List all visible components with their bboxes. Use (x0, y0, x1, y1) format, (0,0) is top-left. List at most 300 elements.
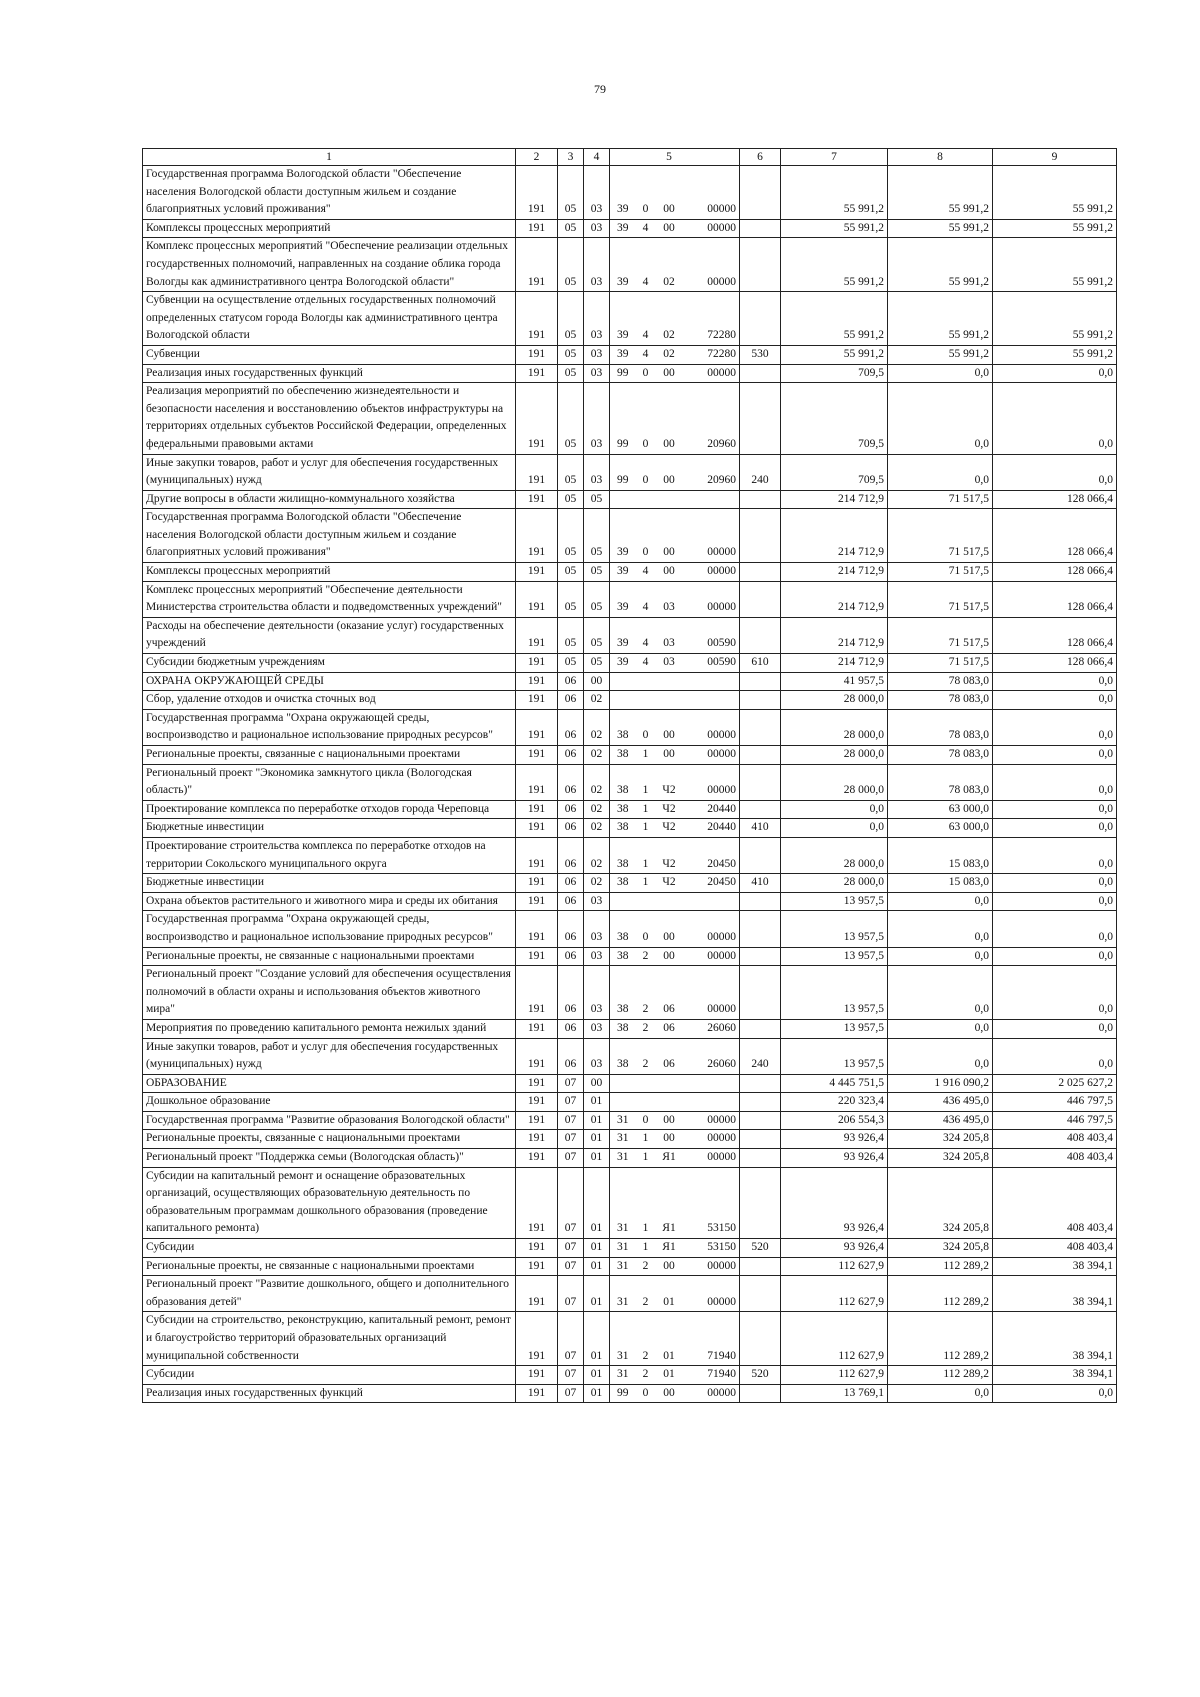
expense-type-code (740, 1130, 781, 1149)
amount-year-1: 112 627,9 (781, 1312, 888, 1366)
target-article-project: Ч2 (656, 874, 683, 893)
target-article-expense (683, 490, 740, 509)
amount-year-2: 55 991,2 (888, 166, 993, 220)
table-row (143, 166, 1117, 220)
target-article-expense: 00590 (683, 654, 740, 673)
target-article-direction: 0 (636, 709, 656, 745)
ministry-code: 191 (516, 1093, 558, 1112)
target-article-direction: 1 (636, 1130, 656, 1149)
amount-year-2: 0,0 (888, 364, 993, 383)
target-article-direction: 4 (636, 617, 656, 653)
row-name: Государственная программа Вологодской области "Обеспечение населения Вологодской области доступным жильем и создание благоприятных условий проживания" (143, 509, 516, 563)
amount-year-1: 13 957,5 (781, 892, 888, 911)
row-name: Мероприятия по проведению капитального ремонта нежилых зданий (143, 1019, 516, 1038)
table-row (143, 617, 1117, 653)
table-row (143, 383, 1117, 454)
expense-type-code (740, 837, 781, 873)
amount-year-1: 0,0 (781, 819, 888, 838)
amount-year-2: 112 289,2 (888, 1257, 993, 1276)
budget-table (142, 148, 1117, 1403)
amount-year-3: 0,0 (993, 709, 1117, 745)
table-row (143, 654, 1117, 673)
target-article-expense: 00000 (683, 1257, 740, 1276)
column-header-spacer (610, 149, 636, 166)
amount-year-2: 71 517,5 (888, 581, 993, 617)
subsection-code: 03 (584, 238, 610, 292)
target-article-direction: 4 (636, 654, 656, 673)
ministry-code: 191 (516, 746, 558, 765)
subsection-code: 03 (584, 383, 610, 454)
target-article-direction: 0 (636, 509, 656, 563)
amount-year-3: 408 403,4 (993, 1239, 1117, 1258)
target-article-program: 38 (610, 911, 636, 947)
amount-year-3: 0,0 (993, 1019, 1117, 1038)
table-row (143, 454, 1117, 490)
table-row (143, 490, 1117, 509)
ministry-code: 191 (516, 672, 558, 691)
target-article-expense: 20960 (683, 454, 740, 490)
target-article-project: Я1 (656, 1149, 683, 1168)
amount-year-1: 28 000,0 (781, 874, 888, 893)
target-article-direction: 0 (636, 166, 656, 220)
table-row (143, 364, 1117, 383)
amount-year-2: 55 991,2 (888, 219, 993, 238)
expense-type-code: 410 (740, 874, 781, 893)
amount-year-1: 0,0 (781, 800, 888, 819)
section-code: 06 (558, 764, 584, 800)
target-article-direction: 0 (636, 911, 656, 947)
expense-type-code (740, 764, 781, 800)
section-code: 06 (558, 837, 584, 873)
section-code: 05 (558, 509, 584, 563)
expense-type-code (740, 672, 781, 691)
section-code: 06 (558, 874, 584, 893)
target-article-expense: 00000 (683, 966, 740, 1020)
section-code: 05 (558, 617, 584, 653)
amount-year-3: 55 991,2 (993, 166, 1117, 220)
target-article-direction: 1 (636, 1149, 656, 1168)
amount-year-1: 112 627,9 (781, 1366, 888, 1385)
table-row (143, 219, 1117, 238)
amount-year-2: 324 205,8 (888, 1149, 993, 1168)
amount-year-3: 0,0 (993, 966, 1117, 1020)
amount-year-1: 220 323,4 (781, 1093, 888, 1112)
expense-type-code: 240 (740, 1038, 781, 1074)
amount-year-2: 71 517,5 (888, 563, 993, 582)
target-article-program: 39 (610, 238, 636, 292)
subsection-code: 03 (584, 947, 610, 966)
amount-year-3: 2 025 627,2 (993, 1074, 1117, 1093)
amount-year-3: 128 066,4 (993, 509, 1117, 563)
table-row (143, 345, 1117, 364)
amount-year-3: 408 403,4 (993, 1130, 1117, 1149)
ministry-code: 191 (516, 1149, 558, 1168)
section-code: 06 (558, 709, 584, 745)
target-article-project: 00 (656, 947, 683, 966)
table-row (143, 947, 1117, 966)
target-article-expense (683, 672, 740, 691)
subsection-code: 02 (584, 800, 610, 819)
section-code: 06 (558, 892, 584, 911)
amount-year-3: 0,0 (993, 691, 1117, 710)
row-name: Другие вопросы в области жилищно-коммунального хозяйства (143, 490, 516, 509)
subsection-code: 05 (584, 563, 610, 582)
section-code: 07 (558, 1312, 584, 1366)
table-row (143, 1167, 1117, 1238)
expense-type-code (740, 563, 781, 582)
ministry-code: 191 (516, 1019, 558, 1038)
expense-type-code (740, 364, 781, 383)
target-article-project: 02 (656, 345, 683, 364)
target-article-expense: 00000 (683, 563, 740, 582)
target-article-project: 06 (656, 1019, 683, 1038)
subsection-code: 02 (584, 837, 610, 873)
target-article-project: Я1 (656, 1167, 683, 1238)
column-header-spacer (683, 149, 740, 166)
target-article-project: Ч2 (656, 800, 683, 819)
subsection-code: 01 (584, 1093, 610, 1112)
expense-type-code (740, 238, 781, 292)
subsection-code: 03 (584, 166, 610, 220)
row-name: Бюджетные инвестиции (143, 874, 516, 893)
ministry-code: 191 (516, 1239, 558, 1258)
section-code: 05 (558, 490, 584, 509)
target-article-expense: 72280 (683, 345, 740, 364)
target-article-expense: 00000 (683, 509, 740, 563)
target-article-project: 00 (656, 509, 683, 563)
amount-year-1: 13 957,5 (781, 1019, 888, 1038)
subsection-code: 01 (584, 1312, 610, 1366)
table-row (143, 292, 1117, 346)
amount-year-1: 214 712,9 (781, 581, 888, 617)
expense-type-code (740, 166, 781, 220)
expense-type-code (740, 746, 781, 765)
subsection-code: 01 (584, 1167, 610, 1238)
row-name: Субвенции (143, 345, 516, 364)
row-name: Комплексы процессных мероприятий (143, 563, 516, 582)
table-row (143, 1038, 1117, 1074)
ministry-code: 191 (516, 345, 558, 364)
section-code: 06 (558, 691, 584, 710)
column-header: 6 (740, 149, 781, 166)
amount-year-1: 709,5 (781, 383, 888, 454)
subsection-code: 03 (584, 966, 610, 1020)
target-article-program (610, 892, 636, 911)
ministry-code: 191 (516, 837, 558, 873)
section-code: 06 (558, 1038, 584, 1074)
target-article-project: 00 (656, 746, 683, 765)
target-article-expense: 00000 (683, 1130, 740, 1149)
expense-type-code (740, 1384, 781, 1403)
table-row (143, 1130, 1117, 1149)
subsection-code: 03 (584, 1038, 610, 1074)
amount-year-1: 13 769,1 (781, 1384, 888, 1403)
section-code: 06 (558, 1019, 584, 1038)
table-row (143, 746, 1117, 765)
ministry-code: 191 (516, 238, 558, 292)
table-row (143, 1276, 1117, 1312)
expense-type-code (740, 292, 781, 346)
table-row (143, 509, 1117, 563)
target-article-expense: 53150 (683, 1239, 740, 1258)
ministry-code: 191 (516, 1257, 558, 1276)
amount-year-2: 55 991,2 (888, 345, 993, 364)
target-article-project: 01 (656, 1276, 683, 1312)
amount-year-1: 28 000,0 (781, 709, 888, 745)
target-article-program: 38 (610, 1038, 636, 1074)
expense-type-code (740, 1149, 781, 1168)
table-row (143, 1257, 1117, 1276)
amount-year-3: 38 394,1 (993, 1276, 1117, 1312)
section-code: 07 (558, 1149, 584, 1168)
target-article-direction (636, 672, 656, 691)
target-article-direction: 2 (636, 1276, 656, 1312)
amount-year-3: 0,0 (993, 1038, 1117, 1074)
target-article-program: 99 (610, 383, 636, 454)
target-article-project: 00 (656, 1130, 683, 1149)
target-article-project (656, 892, 683, 911)
expense-type-code (740, 1019, 781, 1038)
target-article-project: 06 (656, 1038, 683, 1074)
target-article-expense: 00590 (683, 617, 740, 653)
amount-year-2: 0,0 (888, 892, 993, 911)
target-article-expense: 00000 (683, 581, 740, 617)
target-article-direction: 4 (636, 581, 656, 617)
amount-year-3: 0,0 (993, 819, 1117, 838)
target-article-project: 00 (656, 709, 683, 745)
target-article-project: Ч2 (656, 837, 683, 873)
target-article-direction: 1 (636, 874, 656, 893)
subsection-code: 02 (584, 746, 610, 765)
target-article-project: 01 (656, 1312, 683, 1366)
row-name: Комплекс процессных мероприятий "Обеспечение реализации отдельных государственных полномочий, направленных на создание облика города Вологды как административного центра Вологодской области" (143, 238, 516, 292)
target-article-project (656, 490, 683, 509)
target-article-program: 31 (610, 1366, 636, 1385)
subsection-code: 01 (584, 1384, 610, 1403)
target-article-program: 38 (610, 1019, 636, 1038)
amount-year-2: 15 083,0 (888, 837, 993, 873)
target-article-expense (683, 1074, 740, 1093)
section-code: 07 (558, 1239, 584, 1258)
row-name: Государственная программа Вологодской области "Обеспечение населения Вологодской области доступным жильем и создание благоприятных условий проживания" (143, 166, 516, 220)
target-article-expense: 00000 (683, 709, 740, 745)
amount-year-2: 0,0 (888, 966, 993, 1020)
ministry-code: 191 (516, 691, 558, 710)
target-article-project: 02 (656, 292, 683, 346)
target-article-project: 00 (656, 1111, 683, 1130)
target-article-program: 99 (610, 364, 636, 383)
row-name: ОБРАЗОВАНИЕ (143, 1074, 516, 1093)
target-article-expense: 00000 (683, 238, 740, 292)
section-code: 05 (558, 238, 584, 292)
target-article-project: 03 (656, 581, 683, 617)
column-header-spacer (636, 149, 656, 166)
amount-year-1: 55 991,2 (781, 219, 888, 238)
ministry-code: 191 (516, 1167, 558, 1238)
amount-year-2: 112 289,2 (888, 1366, 993, 1385)
target-article-direction: 4 (636, 345, 656, 364)
target-article-program: 31 (610, 1257, 636, 1276)
page-number: 79 (594, 82, 606, 96)
amount-year-3: 0,0 (993, 454, 1117, 490)
expense-type-code (740, 1312, 781, 1366)
target-article-direction: 0 (636, 1384, 656, 1403)
expense-type-code (740, 911, 781, 947)
expense-type-code (740, 1167, 781, 1238)
section-code: 06 (558, 947, 584, 966)
subsection-code: 05 (584, 581, 610, 617)
amount-year-2: 78 083,0 (888, 746, 993, 765)
subsection-code: 05 (584, 490, 610, 509)
subsection-code: 01 (584, 1239, 610, 1258)
ministry-code: 191 (516, 1074, 558, 1093)
target-article-direction: 0 (636, 1111, 656, 1130)
row-name: Расходы на обеспечение деятельности (оказание услуг) государственных учреждений (143, 617, 516, 653)
amount-year-3: 0,0 (993, 892, 1117, 911)
ministry-code: 191 (516, 709, 558, 745)
amount-year-3: 55 991,2 (993, 292, 1117, 346)
amount-year-3: 128 066,4 (993, 581, 1117, 617)
section-code: 05 (558, 345, 584, 364)
target-article-program: 39 (610, 581, 636, 617)
amount-year-2: 78 083,0 (888, 672, 993, 691)
target-article-program: 31 (610, 1167, 636, 1238)
section-code: 07 (558, 1074, 584, 1093)
target-article-project: 06 (656, 966, 683, 1020)
amount-year-2: 324 205,8 (888, 1239, 993, 1258)
section-code: 07 (558, 1093, 584, 1112)
ministry-code: 191 (516, 892, 558, 911)
target-article-program: 38 (610, 837, 636, 873)
target-article-direction: 2 (636, 1257, 656, 1276)
amount-year-1: 206 554,3 (781, 1111, 888, 1130)
row-name: Региональные проекты, не связанные с национальными проектами (143, 947, 516, 966)
expense-type-code (740, 509, 781, 563)
expense-type-code: 520 (740, 1366, 781, 1385)
table-row (143, 709, 1117, 745)
ministry-code: 191 (516, 166, 558, 220)
amount-year-2: 63 000,0 (888, 800, 993, 819)
ministry-code: 191 (516, 1130, 558, 1149)
target-article-program: 38 (610, 709, 636, 745)
row-name: Бюджетные инвестиции (143, 819, 516, 838)
target-article-program: 38 (610, 819, 636, 838)
table-row (143, 1239, 1117, 1258)
expense-type-code (740, 1257, 781, 1276)
target-article-program: 99 (610, 454, 636, 490)
row-name: Иные закупки товаров, работ и услуг для обеспечения государственных (муниципальных) нужд (143, 1038, 516, 1074)
amount-year-3: 0,0 (993, 800, 1117, 819)
amount-year-2: 0,0 (888, 947, 993, 966)
target-article-program (610, 1074, 636, 1093)
amount-year-1: 28 000,0 (781, 691, 888, 710)
target-article-program: 31 (610, 1130, 636, 1149)
amount-year-2: 63 000,0 (888, 819, 993, 838)
table-row (143, 874, 1117, 893)
target-article-program (610, 490, 636, 509)
target-article-expense (683, 892, 740, 911)
amount-year-1: 93 926,4 (781, 1167, 888, 1238)
target-article-direction (636, 490, 656, 509)
subsection-code: 03 (584, 911, 610, 947)
target-article-expense: 00000 (683, 911, 740, 947)
amount-year-3: 0,0 (993, 1384, 1117, 1403)
target-article-direction: 2 (636, 1366, 656, 1385)
row-name: Проектирование комплекса по переработке отходов города Череповца (143, 800, 516, 819)
expense-type-code (740, 709, 781, 745)
target-article-program (610, 691, 636, 710)
ministry-code: 191 (516, 1111, 558, 1130)
target-article-direction: 2 (636, 1019, 656, 1038)
section-code: 06 (558, 819, 584, 838)
ministry-code: 191 (516, 364, 558, 383)
target-article-program (610, 672, 636, 691)
target-article-expense: 53150 (683, 1167, 740, 1238)
target-article-project: 00 (656, 454, 683, 490)
amount-year-3: 0,0 (993, 837, 1117, 873)
target-article-expense: 72280 (683, 292, 740, 346)
row-name: Региональные проекты, связанные с национальными проектами (143, 746, 516, 765)
table-row (143, 819, 1117, 838)
expense-type-code (740, 1276, 781, 1312)
amount-year-2: 78 083,0 (888, 764, 993, 800)
table-row (143, 1149, 1117, 1168)
amount-year-2: 112 289,2 (888, 1312, 993, 1366)
ministry-code: 191 (516, 509, 558, 563)
row-name: Иные закупки товаров, работ и услуг для обеспечения государственных (муниципальных) нужд (143, 454, 516, 490)
amount-year-3: 38 394,1 (993, 1312, 1117, 1366)
target-article-program: 38 (610, 746, 636, 765)
section-code: 05 (558, 219, 584, 238)
target-article-program: 31 (610, 1239, 636, 1258)
section-code: 05 (558, 654, 584, 673)
target-article-project: 00 (656, 364, 683, 383)
amount-year-3: 0,0 (993, 364, 1117, 383)
amount-year-1: 28 000,0 (781, 837, 888, 873)
ministry-code: 191 (516, 581, 558, 617)
column-header: 8 (888, 149, 993, 166)
ministry-code: 191 (516, 454, 558, 490)
target-article-direction: 1 (636, 800, 656, 819)
row-name: Реализация мероприятий по обеспечению жизнедеятельности и безопасности населения и восстановлению объектов инфраструктуры на территориях отдельных субъектов Российской Федерации, определенных федеральными правовыми актами (143, 383, 516, 454)
row-name: Охрана объектов растительного и животного мира и среды их обитания (143, 892, 516, 911)
target-article-expense: 00000 (683, 1276, 740, 1312)
subsection-code: 03 (584, 364, 610, 383)
amount-year-1: 112 627,9 (781, 1276, 888, 1312)
target-article-program: 38 (610, 966, 636, 1020)
target-article-project: 02 (656, 238, 683, 292)
row-name: Проектирование строительства комплекса по переработке отходов на территории Сокольского муниципального округа (143, 837, 516, 873)
amount-year-2: 324 205,8 (888, 1130, 993, 1149)
target-article-direction: 1 (636, 837, 656, 873)
target-article-expense: 26060 (683, 1038, 740, 1074)
target-article-expense (683, 691, 740, 710)
target-article-program: 39 (610, 654, 636, 673)
target-article-expense: 00000 (683, 1111, 740, 1130)
amount-year-2: 78 083,0 (888, 691, 993, 710)
target-article-direction (636, 892, 656, 911)
ministry-code: 191 (516, 1366, 558, 1385)
ministry-code: 191 (516, 966, 558, 1020)
ministry-code: 191 (516, 1038, 558, 1074)
row-name: Региональный проект "Поддержка семьи (Вологодская область)" (143, 1149, 516, 1168)
row-name: Субсидии (143, 1366, 516, 1385)
target-article-direction: 2 (636, 947, 656, 966)
subsection-code: 01 (584, 1130, 610, 1149)
table-row (143, 563, 1117, 582)
expense-type-code (740, 892, 781, 911)
amount-year-2: 112 289,2 (888, 1276, 993, 1312)
